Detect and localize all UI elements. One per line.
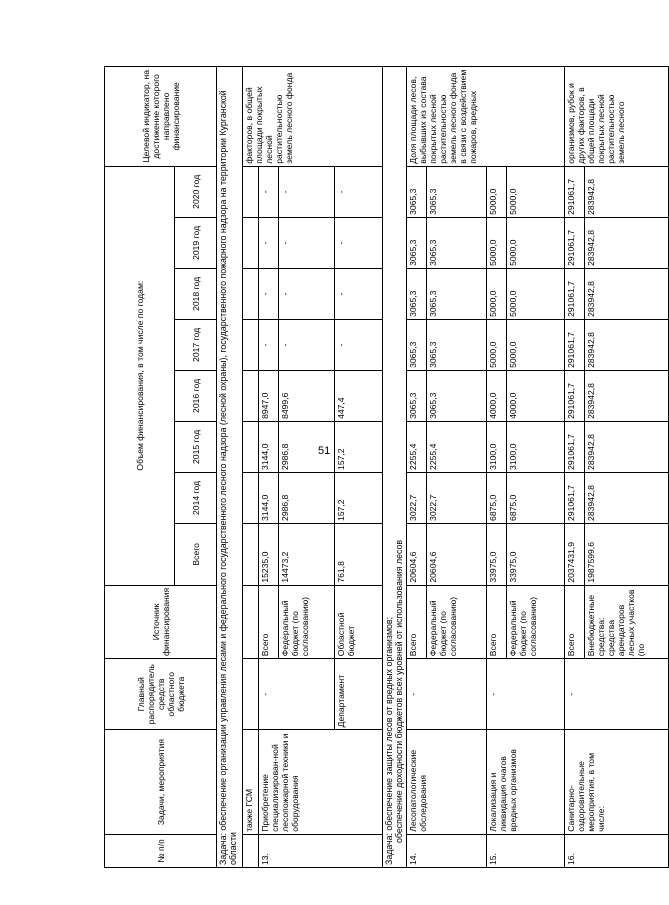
value-cell: 3100,0 (487, 421, 507, 472)
table-cell (243, 659, 259, 730)
value-cell: 2986,8 (279, 472, 335, 523)
header-num: № п/п (105, 834, 217, 867)
value-cell: 5000,0 (507, 217, 565, 268)
table-cell (243, 370, 259, 421)
row-number: 14. (407, 834, 487, 867)
value-cell: - (279, 268, 335, 319)
header-task: Задачи, мероприятия (105, 730, 217, 834)
value-cell: 2037431,9 (565, 523, 585, 585)
header-year: 2018 год (175, 268, 217, 319)
value-cell: 20604,6 (427, 523, 487, 585)
value-cell: 14473,2 (279, 523, 335, 585)
header-year: 2019 год (175, 217, 217, 268)
value-cell: 5000,0 (507, 166, 565, 217)
row-number: 16. (565, 834, 669, 867)
table-cell (243, 834, 259, 867)
value-cell: 4000,0 (487, 370, 507, 421)
task-cell: Приобретение специализирован-ной лесопожарной техники и оборудования (259, 730, 383, 834)
manager-cell: - (487, 659, 565, 730)
value-cell: 33975,0 (487, 523, 507, 585)
header-manager: Главный распорядитель средств областного бюджета (105, 659, 217, 730)
rotated-table-container (104, 66, 646, 868)
task-cell: Санитарно-оздоровительные мероприятия, в том числе: (565, 730, 669, 834)
value-cell: 8499,6 (279, 370, 335, 421)
value-cell: 15235,0 (259, 523, 279, 585)
value-cell: 3065,3 (407, 370, 427, 421)
page-number: 51 (318, 445, 331, 457)
value-cell: 3144,0 (259, 472, 279, 523)
value-cell: 3065,3 (427, 319, 487, 370)
value-cell: 5000,0 (487, 217, 507, 268)
source-cell: Федеральный бюджет (по согласованию) (507, 585, 565, 659)
value-cell: - (279, 217, 335, 268)
value-cell: 1987599,6 (585, 523, 669, 585)
table-cell (243, 585, 259, 659)
value-cell: - (259, 319, 279, 370)
value-cell: - (335, 268, 383, 319)
value-cell: 291061,7 (565, 166, 585, 217)
value-cell: 3065,3 (407, 217, 427, 268)
indicator-cell: Доля площади лесов, выбывших из состава покрытых лесной растительностью земель лесного фонда в связи с воздействием пожаров, вредных (407, 67, 565, 167)
value-cell: 5000,0 (487, 319, 507, 370)
value-cell: 291061,7 (565, 421, 585, 472)
table-row (259, 67, 279, 868)
value-cell: 3065,3 (427, 268, 487, 319)
indicator-cell: организмов, рубок и других факторов, в общей площади покрытых лесной растительностью земель лесного (565, 67, 669, 167)
value-cell: 6875,0 (507, 472, 565, 523)
value-cell: - (259, 166, 279, 217)
table-row (565, 67, 585, 868)
table-cell (243, 319, 259, 370)
source-cell: Внебюджетные средства: средства арендаторов лесных участков (по (585, 585, 669, 659)
source-cell: Всего (565, 585, 585, 659)
value-cell: 2986,8 (279, 421, 335, 472)
table-cell (243, 217, 259, 268)
value-cell: 447,4 (335, 370, 383, 421)
value-cell: 20604,6 (407, 523, 427, 585)
value-cell: 33975,0 (507, 523, 565, 585)
header-year: 2020 год (175, 166, 217, 217)
task-cell: Лесопатологические обследования (407, 730, 487, 834)
header-year: 2016 год (175, 370, 217, 421)
manager-cell: Департамент (335, 659, 383, 730)
section-line: обеспечение доходности бюджетов всех уровней от использования лесов (394, 539, 404, 843)
table-row (407, 67, 427, 868)
source-cell: Федеральный бюджет (по согласованию) (427, 585, 487, 659)
value-cell: - (259, 268, 279, 319)
header-year: 2014 год (175, 472, 217, 523)
indicator-cell: факторов, в общей площади покрытых лесной растительностью земель лесного фонда (243, 67, 383, 167)
value-cell: 5000,0 (507, 268, 565, 319)
value-cell: 3065,3 (407, 268, 427, 319)
value-cell: - (259, 217, 279, 268)
table-cell (243, 523, 259, 585)
source-cell: Всего (259, 585, 279, 659)
financing-table (104, 66, 669, 868)
value-cell: 6875,0 (487, 472, 507, 523)
value-cell: 5000,0 (487, 268, 507, 319)
header-year: 2015 год (175, 421, 217, 472)
section-line: Задача: обеспечение защиты лесов от вредных организмов; (384, 616, 394, 865)
value-cell: 4000,0 (507, 370, 565, 421)
value-cell: 283942,8 (585, 217, 669, 268)
value-cell: 283942,8 (585, 268, 669, 319)
table-cell (243, 421, 259, 472)
value-cell: 3065,3 (427, 217, 487, 268)
value-cell: 2255,4 (427, 421, 487, 472)
value-cell: - (279, 166, 335, 217)
header-year: 2017 год (175, 319, 217, 370)
value-cell: - (279, 319, 335, 370)
value-cell: 5000,0 (507, 319, 565, 370)
value-cell: 283942,8 (585, 370, 669, 421)
value-cell: 3065,3 (427, 370, 487, 421)
value-cell: 283942,8 (585, 319, 669, 370)
value-cell: 283942,8 (585, 166, 669, 217)
value-cell: 3065,3 (427, 166, 487, 217)
value-cell: 3144,0 (259, 421, 279, 472)
source-cell: Всего (407, 585, 427, 659)
header-total: Всего (175, 523, 217, 585)
section-task-heading: Задача: обеспечение организации управления лесами и федерального государственного лесного надзора (лесной охраны), государственного пожарного надзора на территории Курганской области (217, 67, 243, 868)
value-cell: 3065,3 (407, 166, 427, 217)
task-cell: Локализация и ликвидация очагов вредных организмов (487, 730, 565, 834)
value-cell: 291061,7 (565, 319, 585, 370)
value-cell: 291061,7 (565, 217, 585, 268)
header-indicator: Целевой индикатор, на достижение которого направлено финансирование (105, 67, 217, 167)
value-cell: - (335, 319, 383, 370)
value-cell: 283942,8 (585, 472, 669, 523)
value-cell: - (335, 166, 383, 217)
source-cell: Федеральный бюджет (по согласованию) (279, 585, 335, 659)
table-cell (243, 472, 259, 523)
header-volume: Объем финансирования, в том числе по годам: (105, 166, 175, 585)
row-number: 13. (259, 834, 383, 867)
value-cell: 291061,7 (565, 370, 585, 421)
row-number: 15. (487, 834, 565, 867)
header-source: Источник финансирования (105, 585, 217, 659)
value-cell: 761,8 (335, 523, 383, 585)
source-cell: Всего (487, 585, 507, 659)
value-cell: 283942,8 (585, 421, 669, 472)
value-cell: 5000,0 (487, 166, 507, 217)
manager-cell: - (565, 659, 669, 730)
value-cell: - (335, 217, 383, 268)
table-row (487, 67, 507, 868)
value-cell: 3022,7 (427, 472, 487, 523)
value-cell: 2255,4 (407, 421, 427, 472)
value-cell: 8947,0 (259, 370, 279, 421)
manager-cell: - (259, 659, 335, 730)
value-cell: 157,2 (335, 421, 383, 472)
value-cell: 3065,3 (407, 319, 427, 370)
value-cell: 291061,7 (565, 268, 585, 319)
table-cell (243, 166, 259, 217)
table-cell (243, 268, 259, 319)
value-cell: 3022,7 (407, 472, 427, 523)
task-cell: также ГСМ (243, 730, 259, 834)
value-cell: 3100,0 (507, 421, 565, 472)
source-cell: Областной бюджет (335, 585, 383, 659)
value-cell: 291061,7 (565, 472, 585, 523)
manager-cell: - (407, 659, 487, 730)
value-cell: 157,2 (335, 472, 383, 523)
section-task-heading (383, 67, 407, 868)
